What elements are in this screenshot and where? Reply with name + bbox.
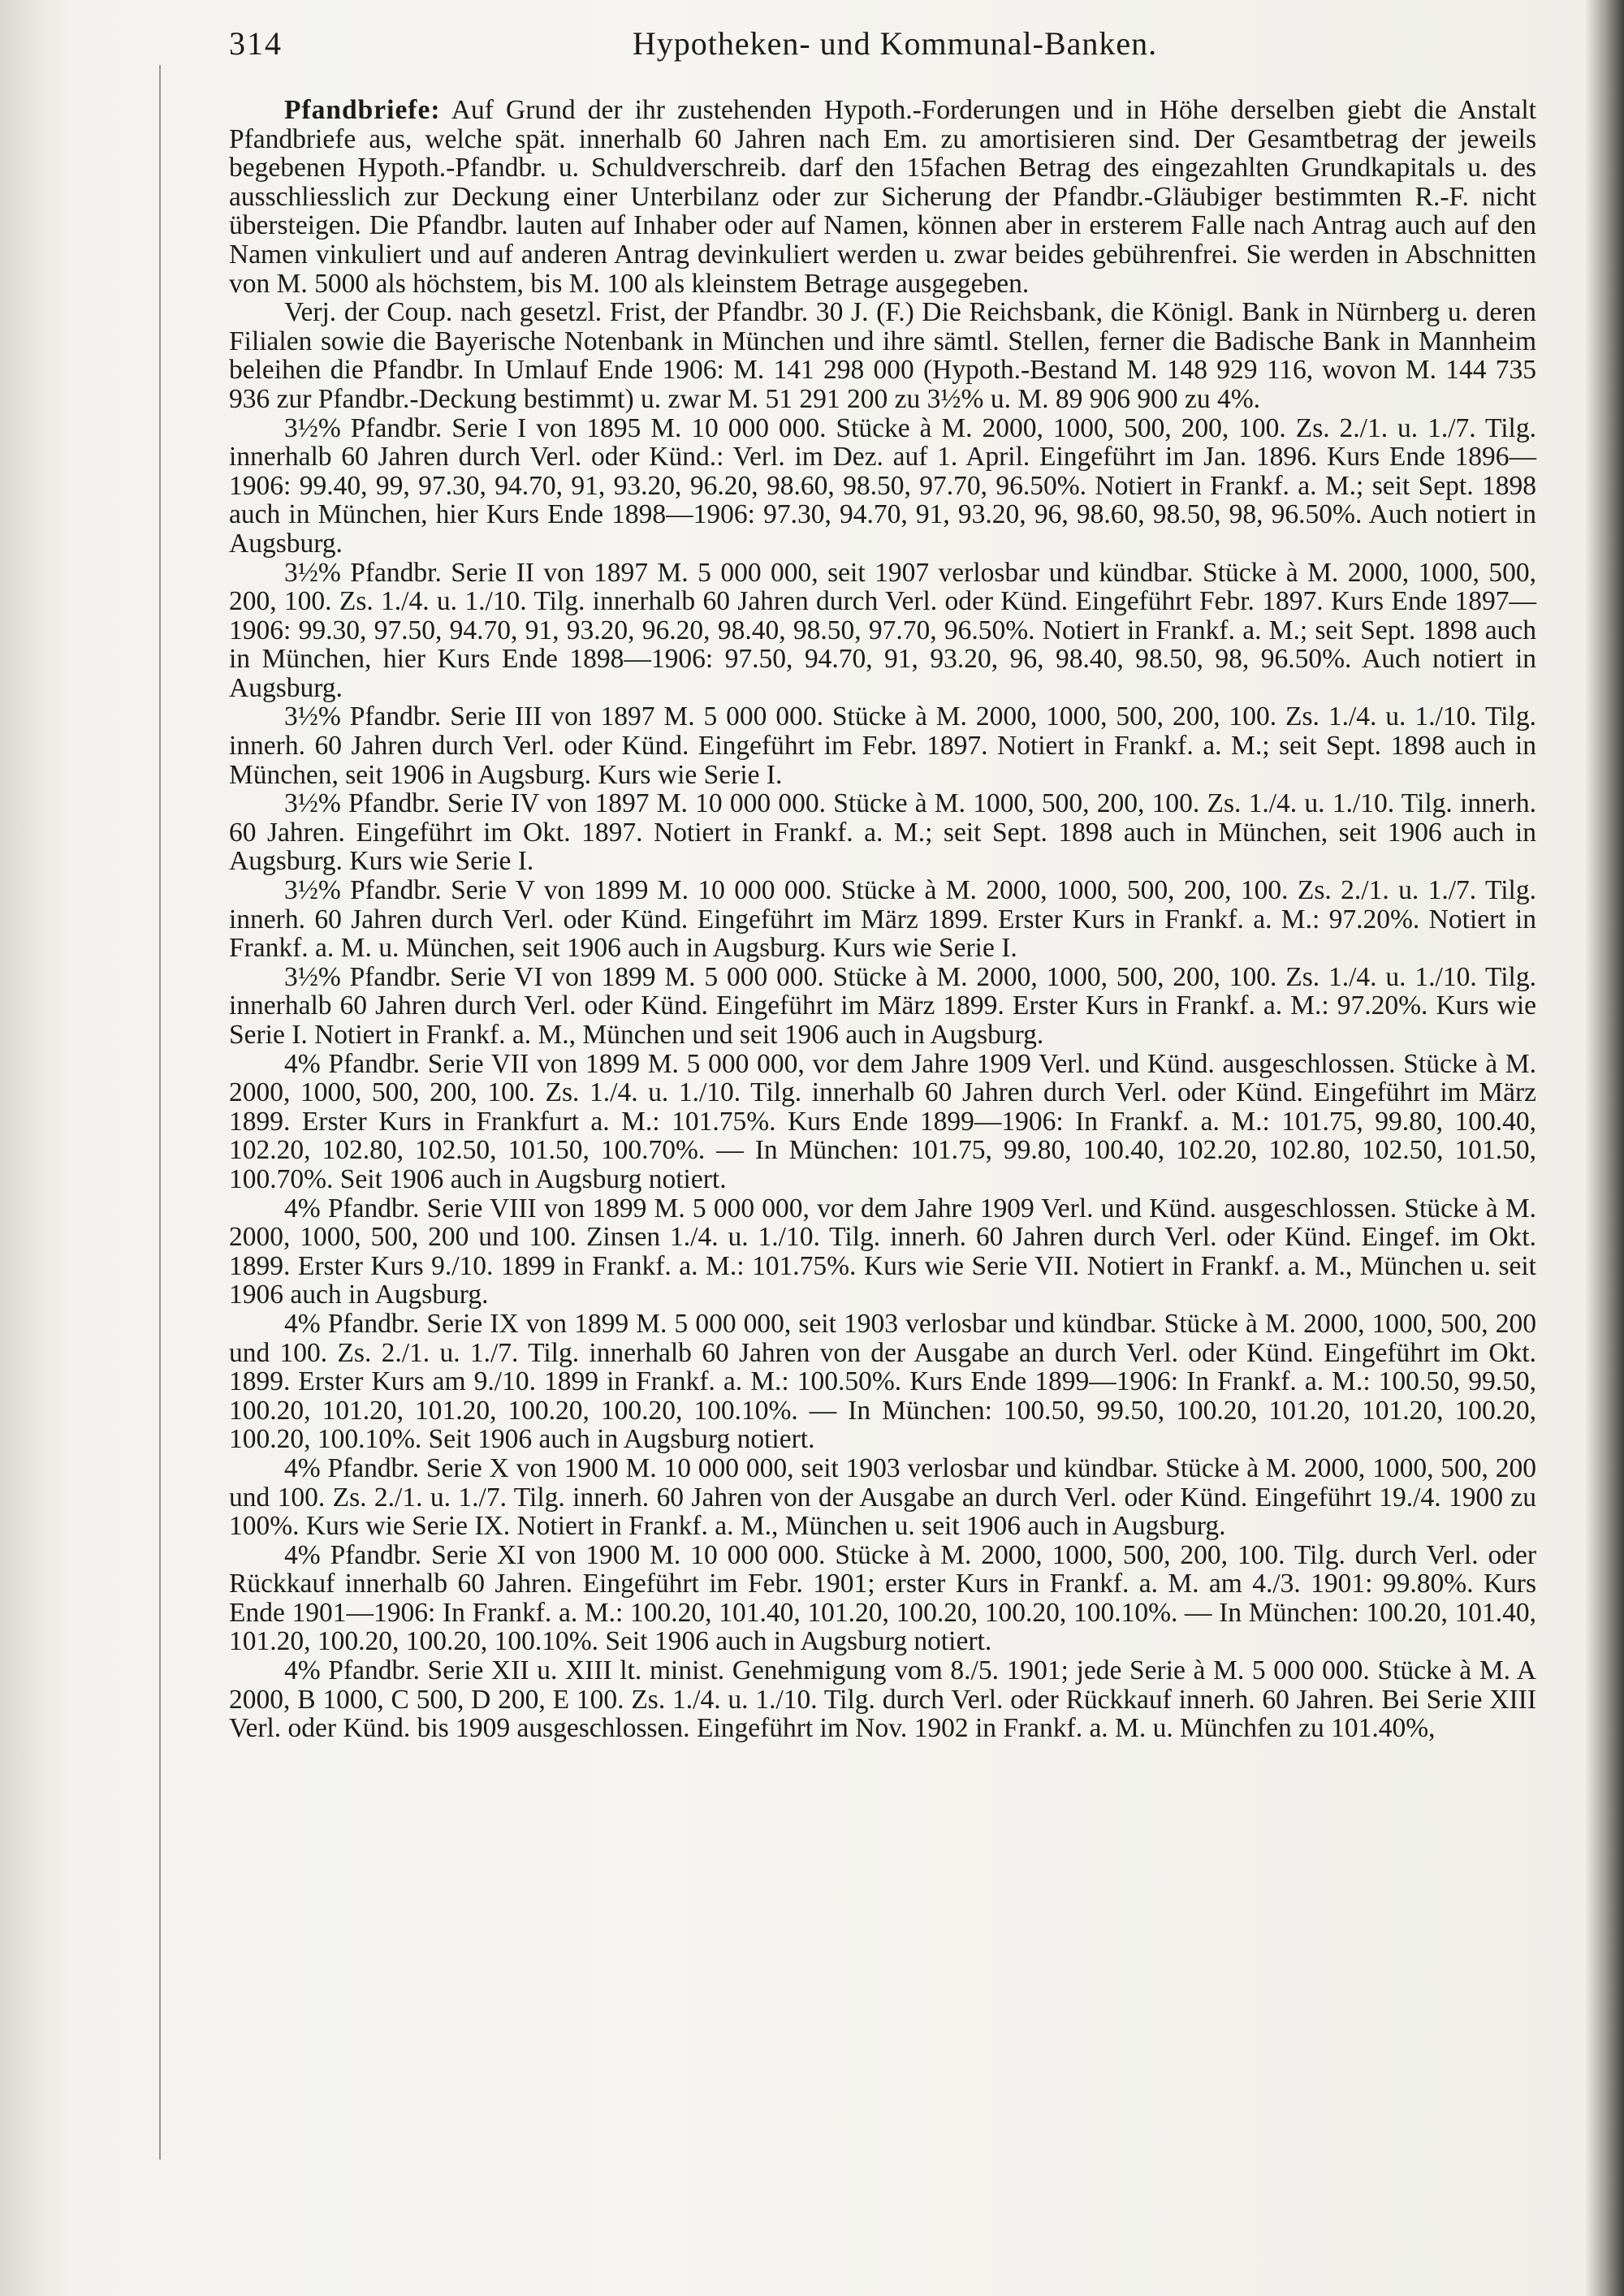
paragraph-serie-ii: 3½% Pfandbr. Serie II von 1897 M. 5 000 000, seit 1907 verlosbar und kündbar. Stücke à M. 2000, 1000, 500, 200, 100. Zs. 1./4. u. 1./10. Tilg. innerhalb 60 Jahren durch Verl. oder Künd. Eingeführt Febr. 1897. Kurs Ende 1897—1906: 99.30, 97.50, 94.70, 91, 93.20, 96.20, 98.40, 98.50, 97.70, 96.50%. Notiert in Frankf. a. M.; seit Sept. 1898 auch in München, hier Kurs Ende 1898—1906: 97.50, 94.70, 91, 93.20, 96, 98.40, 98.50, 98, 96.50%. Auch notiert in Augsburg.: [229, 557, 1536, 703]
paragraph-serie-iii: 3½% Pfandbr. Serie III von 1897 M. 5 000 000. Stücke à M. 2000, 1000, 500, 200, 100. Zs. 1./4. u. 1./10. Tilg. innerh. 60 Jahren durch Verl. oder Künd. Eingeführt im Febr. 1897. Notiert in Frankf. a. M.; seit Sept. 1898 auch in München, seit 1906 in Augsburg. Kurs wie Serie I.: [229, 701, 1536, 790]
page-number: 314: [229, 25, 283, 62]
left-margin-rule: [159, 65, 161, 2160]
paragraph-pfandbriefe: [229, 96, 1536, 298]
paragraph-verjaehrung: Verj. der Coup. nach gesetzl. Frist, der Pfandbr. 30 J. (F.) Die Reichsbank, die Königl. Bank in Nürnberg u. deren Filialen sowie die Bayerische Notenbank in München und ihre sämtl. Stellen, ferner die Badische Bank in Mannheim beleihen die Pfandbr. In Umlauf Ende 1906: M. 141 298 000 (Hypoth.-Bestand M. 148 929 116, wovon M. 144 735 936 zur Pfandbr.-Deckung bestimmt) u. zwar M. 51 291 200 zu 3½% u. M. 89 906 900 zu 4%.: [229, 297, 1536, 414]
running-title: Hypotheken- und Kommunal-Banken.: [632, 25, 1158, 62]
page-binding-gutter: [0, 0, 75, 2296]
paragraph-serie-ix: 4% Pfandbr. Serie IX von 1899 M. 5 000 000, seit 1903 verlosbar und kündbar. Stücke à M. 2000, 1000, 500, 200 und 100. Zs. 2./1. u. 1./7. Tilg. innerhalb 60 Jahren von der Ausgabe an durch Verl. oder Künd. Eingeführt im Okt. 1899. Erster Kurs am 9./10. 1899 in Frankf. a. M.: 100.50%. Kurs Ende 1899—1906: In Frankf. a. M.: 100.50, 99.50, 100.20, 101.20, 101.20, 100.20, 100.20, 100.10%. — In München: 100.50, 99.50, 100.20, 101.20, 101.20, 100.20, 100.20, 100.10%. Seit 1906 auch in Augsburg notiert.: [229, 1308, 1536, 1455]
paragraph-serie-xii-xiii: 4% Pfandbr. Serie XII u. XIII lt. minist. Genehmigung vom 8./5. 1901; jede Serie à M. 5 000 000. Stücke à M. A 2000, B 1000, C 500, D 200, E 100. Zs. 1./4. u. 1./10. Tilg. durch Verl. oder Rückkauf innerh. 60 Jahren. Bei Serie XIII Verl. oder Künd. bis 1909 ausgeschlossen. Eingeführt im Nov. 1902 in Frankf. a. M. u. Münchfen zu 101.40%,: [229, 1655, 1536, 1744]
paragraph-serie-vi: 3½% Pfandbr. Serie VI von 1899 M. 5 000 000. Stücke à M. 2000, 1000, 500, 200, 100. Zs. 1./4. u. 1./10. Tilg. innerhalb 60 Jahren durch Verl. oder Künd. Eingeführt im März 1899. Erster Kurs in Frankf. a. M.: 97.20%. Kurs wie Serie I. Notiert in Frankf. a. M., München und seit 1906 auch in Augsburg.: [229, 961, 1536, 1050]
paragraph-serie-v: 3½% Pfandbr. Serie V von 1899 M. 10 000 000. Stücke à M. 2000, 1000, 500, 200, 100. Zs. 2./1. u. 1./7. Tilg. innerh. 60 Jahren durch Verl. oder Künd. Eingeführt im März 1899. Erster Kurs in Frankf. a. M.: 97.20%. Notiert in Frankf. a. M. u. München, seit 1906 auch in Augsburg. Kurs wie Serie I.: [229, 875, 1536, 964]
paragraph-serie-x: 4% Pfandbr. Serie X von 1900 M. 10 000 000, seit 1903 verlosbar und kündbar. Stücke à M. 2000, 1000, 500, 200 und 100. Zs. 2./1. u. 1./7. Tilg. innerh. 60 Jahren von der Ausgabe an durch Verl. oder Künd. Eingeführt 19./4. 1900 zu 100%. Kurs wie Serie IX. Notiert in Frankf. a. M., München u. seit 1906 auch in Augsburg.: [229, 1452, 1536, 1542]
body-text: [229, 96, 1536, 1743]
page-header: [229, 24, 1561, 73]
paragraph-text: Auf Grund der ihr zustehenden Hypoth.-Forderungen und in Höhe derselben giebt die Anstalt Pfandbriefe aus, welche spät. innerhalb 60 Jahren nach Em. zu amortisieren sind. Der Gesamtbetrag der jeweils begebenen Hypoth.-Pfandbr. u. Schuldverschreib. darf den 15fachen Betrag des eingezahlten Grundkapitals u. des ausschliesslich zur Deckung einer Unterbilanz oder zur Sicherung der Pfandbr.-Gläubiger bestimmten R.-F. nicht übersteigen. Die Pfandbr. lauten auf Inhaber oder auf Namen, können aber in ersterem Falle nach Antrag auch auf den Namen vinkuliert und auf anderen Antrag devinkuliert werden u. zwar beides gebührenfrei. Sie werden in Abschnitten von M. 5000 als höchstem, bis M. 100 als kleinstem Betrage ausgegeben.: [229, 95, 1536, 299]
paragraph-serie-iv: 3½% Pfandbr. Serie IV von 1897 M. 10 000 000. Stücke à M. 1000, 500, 200, 100. Zs. 1./4. u. 1./10. Tilg. innerh. 60 Jahren. Eingeführt im Okt. 1897. Notiert in Frankf. a. M.; seit Sept. 1898 auch in München, seit 1906 auch in Augsburg. Kurs wie Serie I.: [229, 788, 1536, 877]
paragraph-serie-vii: 4% Pfandbr. Serie VII von 1899 M. 5 000 000, vor dem Jahre 1909 Verl. und Künd. ausgeschlossen. Stücke à M. 2000, 1000, 500, 200, 100. Zs. 1./4. u. 1./10. Tilg. innerhalb 60 Jahren durch Verl. oder Künd. Eingeführt im März 1899. Erster Kurs in Frankfurt a. M.: 101.75%. Kurs Ende 1899—1906: In Frankf. a. M.: 101.75, 99.80, 100.40, 102.20, 102.80, 102.50, 101.50, 100.70%. — In München: 101.75, 99.80, 100.40, 102.20, 102.80, 102.50, 101.50, 100.70%. Seit 1906 auch in Augsburg notiert.: [229, 1048, 1536, 1194]
paragraph-serie-xi: 4% Pfandbr. Serie XI von 1900 M. 10 000 000. Stücke à M. 2000, 1000, 500, 200, 100. Tilg. durch Verl. oder Rückkauf innerhalb 60 Jahren. Eingeführt im Febr. 1901; erster Kurs in Frankf. a. M. am 4./3. 1901: 99.80%. Kurs Ende 1901—1906: In Frankf. a. M.: 100.20, 101.40, 101.20, 100.20, 100.20, 100.10%. — In München: 100.20, 101.40, 101.20, 100.20, 100.20, 100.10%. Seit 1906 auch in Augsburg notiert.: [229, 1539, 1536, 1657]
paragraph-lead-heading: Pfandbriefe:: [284, 95, 441, 125]
paragraph-serie-i: 3½% Pfandbr. Serie I von 1895 M. 10 000 000. Stücke à M. 2000, 1000, 500, 200, 100. Zs. 2./1. u. 1./7. Tilg. innerhalb 60 Jahren durch Verl. oder Künd.: Verl. im Dez. auf 1. April. Eingeführt im Jan. 1896. Kurs Ende 1896—1906: 99.40, 99, 97.30, 94.70, 91, 93.20, 96.20, 98.60, 98.50, 97.70, 96.50%. Notiert in Frankf. a. M.; seit Sept. 1898 auch in München, hier Kurs Ende 1898—1906: 97.30, 94.70, 91, 93.20, 96, 98.60, 98.50, 98, 96.50%. Auch notiert in Augsburg.: [229, 412, 1536, 559]
paragraph-serie-viii: 4% Pfandbr. Serie VIII von 1899 M. 5 000 000, vor dem Jahre 1909 Verl. und Künd. ausgeschlossen. Stücke à M. 2000, 1000, 500, 200 und 100. Zinsen 1./4. u. 1./10. Tilg. innerh. 60 Jahren durch Verl. oder Künd. Eingef. im Okt. 1899. Erster Kurs 9./10. 1899 in Frankf. a. M.: 101.75%. Kurs wie Serie VII. Notiert in Frankf. a. M., München u. seit 1906 auch in Augsburg.: [229, 1193, 1536, 1310]
page-edge-shadow: [1585, 0, 1624, 2296]
